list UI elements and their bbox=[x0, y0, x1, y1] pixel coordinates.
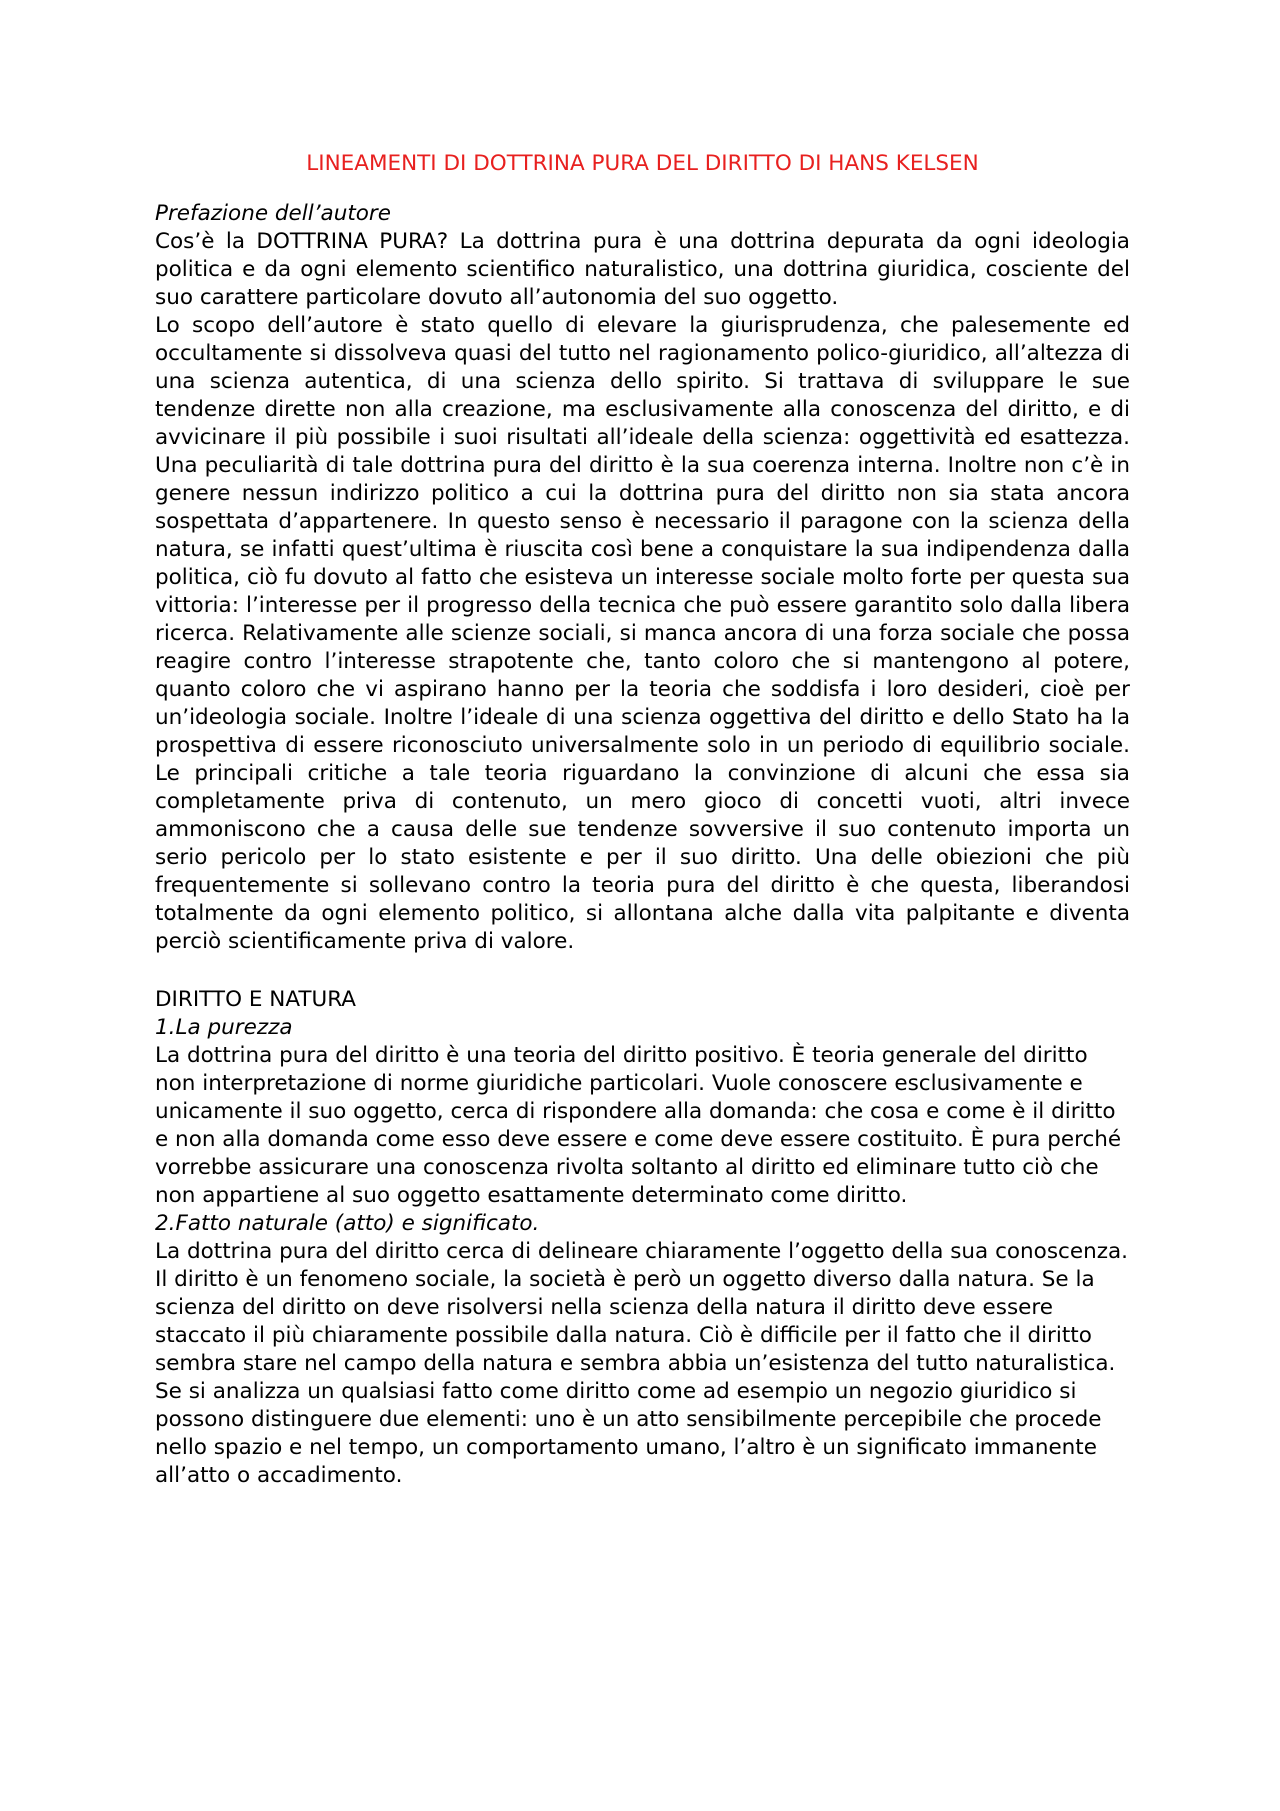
subsection-text-purezza: La dottrina pura del diritto è una teoria del diritto positivo. È teoria generale del diritto non interpretazione di norme giuridiche particolari. Vuole conoscere esclusivamente e unicamente il suo oggetto, cerca di rispondere alla domanda: che cosa e come è il diritto e non alla domanda come esso deve essere e come deve essere costituito. È pura perché vorrebbe assicurare una conoscenza rivolta soltanto al diritto ed eliminare tutto ciò che non appartiene al suo oggetto esattamente determinato come diritto. bbox=[155, 1043, 1122, 1208]
preface-paragraph-2: Lo scopo dell’autore è stato quello di elevare la giurisprudenza, che palesemente ed occultamente si dissolveva quasi del tutto nel ragionamento polico-giuridico, all’altezza di una scienza autentica, di una scienza dello spirito. Si trattava di sviluppare le sue tendenze dirette non alla creazione, ma esclusivamente alla conoscenza del diritto, e di avvicinare il più possibile i suoi risultati all’ideale della scienza: oggettività ed esattezza. Una peculiarità di tale dottrina pura del diritto è la sua coerenza interna. Inoltre non c’è in genere nessun indirizzo politico a cui la dottrina pura del diritto non sia stata ancora sospettata d’appartenere. In questo senso è necessario il paragone con la scienza della natura, se infatti quest’ultima è riuscita così bene a conquistare la sua indipendenza dalla politica, ciò fu dovuto al fatto che esisteva un interesse sociale molto forte per questa sua vittoria: l’interesse per il progresso della tecnica che può essere garantito solo dalla libera ricerca. Relativamente alle scienze sociali, si manca ancora di una forza sociale che possa reagire contro l’interesse strapotente che, tanto coloro che si mantengono al potere, quanto coloro che vi aspirano hanno per la teoria che soddisfa i loro desideri, cioè per un’ideologia sociale. Inoltre l’ideale di una scienza oggettiva del diritto e dello Stato ha la prospettiva di essere riconosciuto universalmente solo in un periodo di equilibrio sociale. Le principali critiche a tale teoria riguardano la convinzione di alcuni che essa sia completamente priva di contenuto, un mero gioco di concetti vuoti, altri invece ammoniscono che a causa delle sue tendenze sovversive il suo contenuto importa un serio pericolo per lo stato esistente e per il suo diritto. Una delle obiezioni che più frequentemente si sollevano contro la teoria pura del diritto è che questa, liberandosi totalmente da ogni elemento politico, si allontana alche dalla vita palpitante e diventa perciò scientificamente priva di valore. bbox=[155, 313, 1130, 954]
subsection-heading-purezza: 1.La purezza bbox=[155, 1015, 293, 1040]
document-page bbox=[155, 150, 1130, 1490]
document-title: LINEAMENTI DI DOTTRINA PURA DEL DIRITTO DI HANS KELSEN bbox=[306, 151, 979, 176]
subsection-text-fatto-naturale: La dottrina pura del diritto cerca di delineare chiaramente l’oggetto della sua conoscenza. Il diritto è un fenomeno sociale, la società è però un oggetto diverso dalla natura. Se la scienza del diritto on deve risolversi nella scienza della natura il diritto deve essere staccato il più chiaramente possibile dalla natura. Ciò è difficile per il fatto che il diritto sembra stare nel campo della natura e sembra abbia un’esistenza del tutto naturalistica. Se si analizza un qualsiasi fatto come diritto come ad esempio un negozio giuridico si possono distinguere due elementi: uno è un atto sensibilmente percepibile che procede nello spazio e nel tempo, un comportamento umano, l’altro è un significato immanente all’atto o accadimento. bbox=[155, 1239, 1128, 1488]
subsection-heading-fatto-naturale: 2.Fatto naturale (atto) e significato. bbox=[155, 1211, 540, 1236]
section-heading: DIRITTO E NATURA bbox=[155, 987, 357, 1012]
preface-heading: Prefazione dell’autore bbox=[155, 201, 391, 226]
preface-paragraph-1: Cos’è la DOTTRINA PURA? La dottrina pura è una dottrina depurata da ogni ideologia politica e da ogni elemento scientifico naturalistico, una dottrina giuridica, cosciente del suo carattere particolare dovuto all’autonomia del suo oggetto. bbox=[155, 229, 1130, 310]
